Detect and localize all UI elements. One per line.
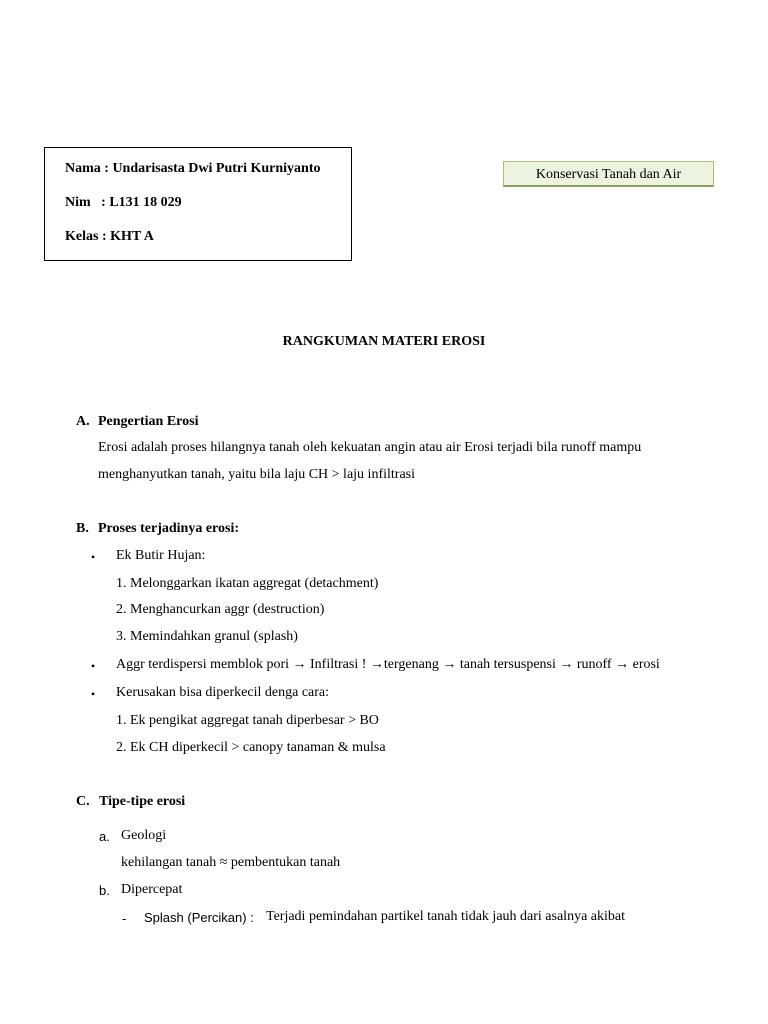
section-c-marker: C. (76, 794, 90, 809)
sublist-item: Geologi (121, 828, 167, 843)
section-a-line: menghanyutkan tanah, yaitu bila laju CH > laju infiltrasi (98, 467, 415, 482)
identity-box (44, 147, 352, 261)
bullet-icon: • (91, 687, 96, 701)
kelas-row (65, 229, 154, 245)
splash-description: Terjadi pemindahan partikel tanah tidak jauh dari asalnya akibat (266, 909, 625, 924)
sublist-marker: b. (99, 883, 110, 898)
section-a-marker: A. (76, 414, 90, 429)
list-item: 1. Melonggarkan ikatan aggregat (detachment) (116, 576, 379, 591)
kelas-label: Kelas : (65, 229, 107, 244)
list-item: 2. Ek CH diperkecil > canopy tanaman & mulsa (116, 740, 386, 755)
bullet-item: Ek Butir Hujan: (116, 548, 206, 563)
section-c-heading: Tipe-tipe erosi (99, 794, 186, 809)
sublist-marker: a. (99, 829, 110, 844)
section-a-heading: Pengertian Erosi (98, 414, 199, 429)
name-value: Undarisasta Dwi Putri Kurniyanto (112, 161, 321, 176)
section-a-line: Erosi adalah proses hilangnya tanah oleh kekuatan angin atau air Erosi terjadi bila runoff mampu (98, 440, 642, 455)
list-item: 2. Menghancurkan aggr (destruction) (116, 602, 325, 617)
bullet-item: Kerusakan bisa diperkecil denga cara: (116, 685, 330, 700)
section-b-heading: Proses terjadinya erosi: (98, 521, 240, 536)
kelas-value: KHT A (110, 229, 154, 244)
name-row (65, 161, 321, 177)
section-b-marker: B. (76, 521, 89, 536)
bullet-item: Aggr terdispersi memblok pori → Infiltrasi ! →tergenang → tanah tersuspensi → runoff → erosi (116, 657, 660, 672)
list-item: 3. Memindahkan granul (splash) (116, 629, 298, 644)
course-label: Konservasi Tanah dan Air (503, 161, 714, 187)
sublist-description: kehilangan tanah ≈ pembentukan tanah (121, 855, 341, 870)
nim-row (65, 195, 182, 211)
nim-label: Nim : (65, 195, 106, 210)
sublist-item: Dipercepat (121, 882, 183, 897)
nim-value: L131 18 029 (109, 195, 182, 210)
splash-label: Splash (Percikan) : (144, 910, 254, 925)
dash-marker: - (122, 911, 127, 926)
bullet-icon: • (91, 550, 96, 564)
document-title: RANGKUMAN MATERI EROSI (282, 334, 486, 349)
list-item: 1. Ek pengikat aggregat tanah diperbesar > BO (116, 713, 379, 728)
bullet-icon: • (91, 659, 96, 673)
name-label: Nama : (65, 161, 109, 176)
